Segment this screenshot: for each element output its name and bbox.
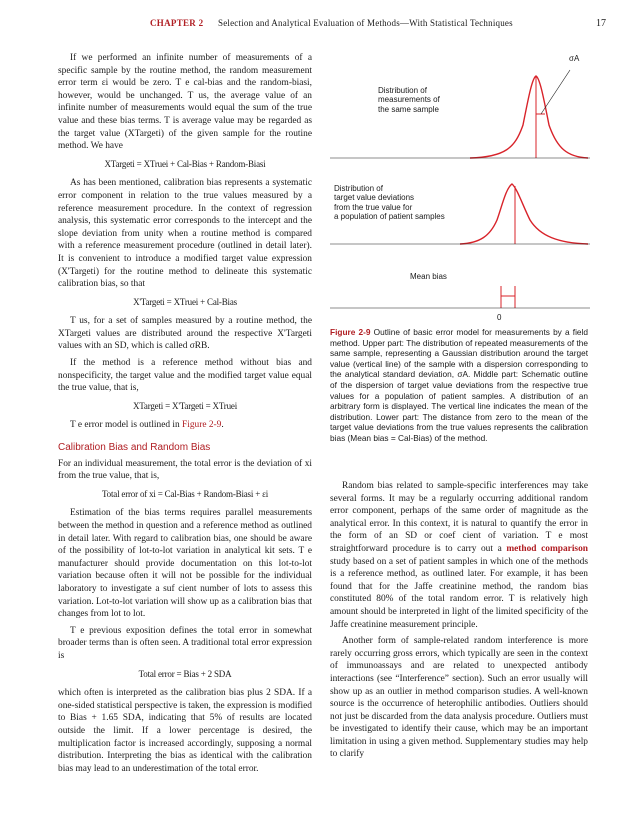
- paragraph: which often is interpreted as the calibration bias plus 2 SDA. If a one-sided statistical perspective is taken, the expression is modified to Bias + 1.65 SDA, indicating that 5% of results are located outside the limit. If a lower percentage is desired, the multiplication factor is increased accordingly, supposing a normal distribution. Interpreting the bias as identical with the calibration bias may lead to an underestimation of the total error.: [58, 688, 312, 774]
- paragraph: [330, 480, 588, 631]
- chapter-label: CHAPTER 2: [150, 18, 204, 28]
- figure-2-9: [330, 40, 590, 325]
- equation-modified-target: X'Targeti = XTruei + Cal-Bias: [133, 296, 237, 307]
- right-column: [330, 480, 588, 765]
- section-heading: Calibration Bias and Random Bias: [58, 442, 211, 454]
- mean-bias-label: Mean bias: [410, 272, 447, 281]
- paragraph: As has been mentioned, calibration bias represents a systematic error component in relation to the true values measured by a reference measurement procedure. In the context of regression analysis, this systematic error corresponds to the intercept and the slope deviation from unity when a routine method is compared with a reference measurement procedure (outlined in detail later). It is convenient to introduce a modified target value expression (X'Targeti) for the routine method to delineate this systematic calibration bias, so that: [58, 178, 312, 290]
- page-number: 17: [596, 18, 606, 29]
- paragraph: Estimation of the bias terms requires parallel measurements between the method in question and a reference method as outlined in detail later. With regard to calibration bias, one should be aware of the possibility of lot-to-lot variation in analytical kit sets. T e manufacturer should provide documentation on this lot-to-lot variation because often it will not be possible for the individual laboratory to investigate a suf cient number of lots to assess this variation. Lot-to-lot variation will show up as a calibration bias that changes from lot to lot.: [58, 508, 312, 620]
- figure-caption: [330, 327, 588, 444]
- error-model-diagram: [330, 40, 590, 325]
- paragraph: If we performed an infinite number of measurements of a specific sample by the routine method, the random measurement error term εi would be zero. T e cal-bias and the random-biasi, however, would be unchanged. T us, the average value of an infinite number of measurements would equal the sum of the true value and these bias terms. T is average value may be regarded as the target value (XTargeti) of the given sample for the routine method. We have: [58, 53, 312, 152]
- left-column: [58, 52, 312, 779]
- paragraph: If the method is a reference method without bias and nonspecificity, the target value and the modified target value equal the true value, that is,: [58, 358, 312, 394]
- equation-total-error: Total error of xi = Cal-Bias + Random-Biasi + εi: [102, 488, 268, 499]
- paragraph: T us, for a set of samples measured by a routine method, the XTargeti values are distributed around the respective X'Targeti values with an SD, which is called σRB.: [58, 316, 312, 352]
- equation-target-value: XTargeti = XTruei + Cal-Bias + Random-Biasi: [104, 158, 266, 169]
- paragraph: T e previous exposition defines the total error in somewhat broader terms than is often seen. A traditional total error expression is: [58, 625, 312, 661]
- running-header: [0, 18, 638, 32]
- paragraph: For an individual measurement, the total error is the deviation of xi from the true value, that is,: [58, 458, 312, 482]
- text: study based on a set of patient samples in which one of the methods is a reference method, as outlined later. For example, it has been found that for the Jaffe creatinine method, the random bias constituted 80% of the total random error. T is relatively high amount should be interpreted in light of the limited specificity of the Jaffe creatinine measurement principle.: [330, 556, 588, 630]
- caption-label: Figure 2-9: [330, 327, 371, 337]
- equation-traditional-total-error: Total error = Bias + 2 SDA: [138, 668, 232, 679]
- paragraph: [58, 419, 312, 432]
- equation-reference-method: XTargeti = X'Targeti = XTruei: [132, 400, 238, 411]
- middle-distribution-label: Distribution of target value deviations from the true value for a population of patient samples: [334, 184, 445, 222]
- text: .: [221, 420, 224, 431]
- zero-label: 0: [497, 313, 502, 322]
- sigma-pointer: [541, 70, 570, 114]
- caption-text: Outline of basic error model for measurements by a field method. Upper part: The distribution of repeated measurements of the same sample, representing a Gaussian distribution around the target value (vertical line) of the sample with a dispersion corresponding to the analytical standard deviation, σA. Middle part: Schematic outline of the dispersion of target value deviations from the respective true values for a population of patient samples. A distribution of an arbitrary form is displayed. The vertical line indicates the mean of the distribution. Lower part: The distance from zero to the mean of the target value deviations from the true values represents the calibration bias (Mean bias = Cal-Bias) of the method.: [330, 327, 588, 443]
- sigma-a-label: σA: [569, 54, 580, 63]
- method-comparison-link[interactable]: method comparison: [506, 543, 588, 554]
- figure-link[interactable]: Figure 2-9: [182, 420, 222, 431]
- chapter-title: Selection and Analytical Evaluation of Methods—With Statistical Techniques: [218, 18, 513, 28]
- paragraph: Another form of sample-related random interference is more rarely occurring gross errors, which typically are seen in the context of immunoassays and are related to unexpected antibody interactions (see “Interference” section). Such an error usually will show up as an outlier in method comparison studies. A well-known source is the occurrence of heterophilic antibodies. Outliers should not just be discarded from the data analysis procedure. Outliers must be investigated to identify their cause, which may be an important limitation in using a given method. Supplementary studies may help to clarify: [330, 636, 588, 760]
- text: Random bias related to sample-specific interferences may take several forms. It may be a regularly occurring additional random error component, perhaps of the same order of magnitude as the analytical error. In this context, it is natural to quantify the error in the form of an SD or coef cient of variation. T e most straightforward procedure is to carry out a: [330, 481, 588, 554]
- text: T e error model is outlined in: [70, 420, 183, 431]
- upper-distribution-label: Distribution of measurements of the same sample: [378, 86, 440, 114]
